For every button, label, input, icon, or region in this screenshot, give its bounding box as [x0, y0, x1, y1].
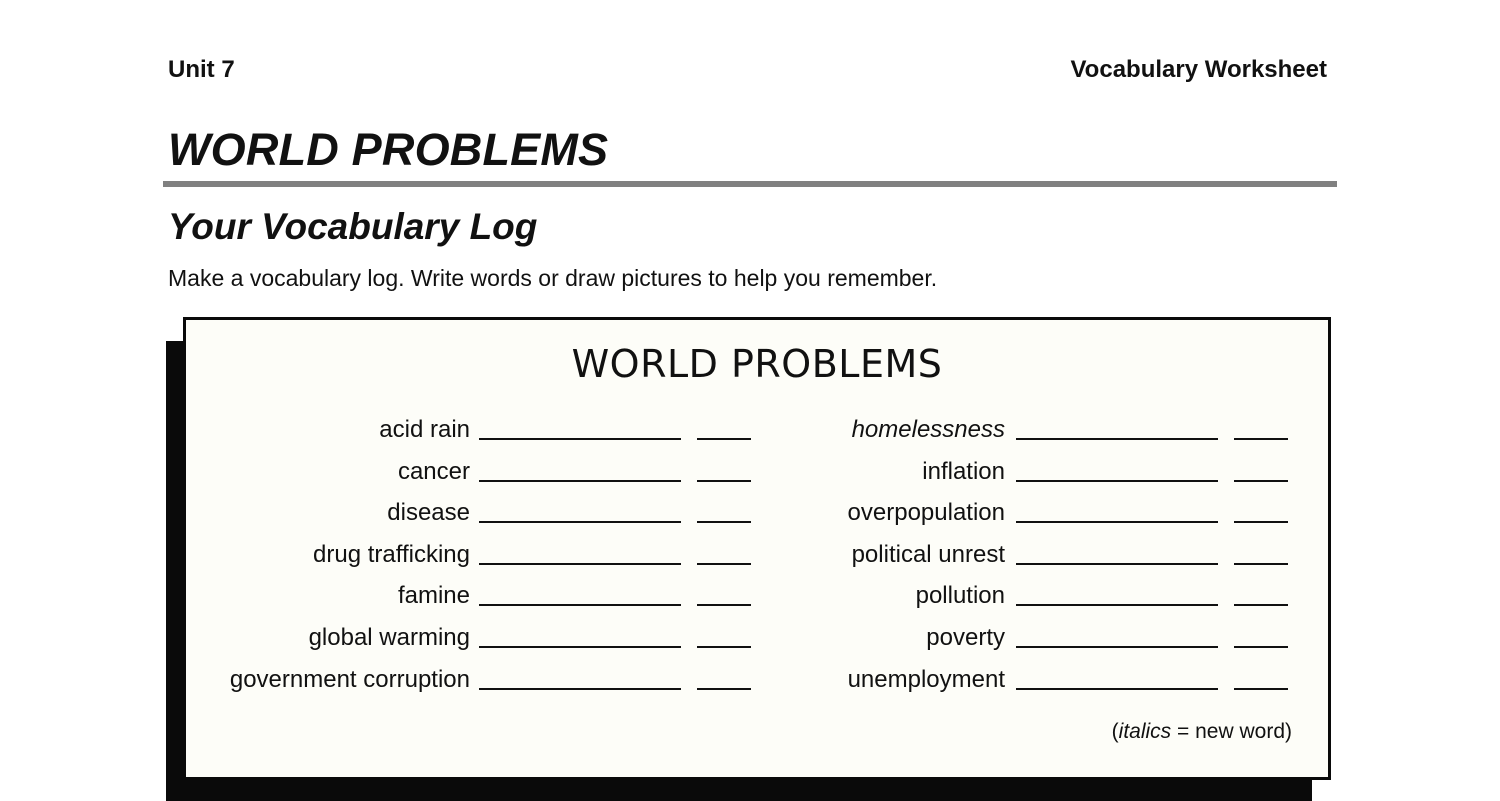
check-blank[interactable]: [697, 604, 751, 606]
page-title: WORLD PROBLEMS: [168, 124, 609, 175]
vocab-word: homelessness: [851, 416, 1005, 443]
check-blank[interactable]: [697, 646, 751, 648]
definition-blank[interactable]: [1016, 563, 1218, 565]
check-blank[interactable]: [1234, 521, 1288, 523]
worksheet-type-label: Vocabulary Worksheet: [1070, 56, 1327, 83]
check-blank[interactable]: [697, 521, 751, 523]
definition-blank[interactable]: [479, 604, 681, 606]
definition-blank[interactable]: [1016, 688, 1218, 690]
vocab-word: pollution: [915, 582, 1005, 610]
check-blank[interactable]: [1234, 604, 1288, 606]
vocab-word: political unrest: [851, 540, 1005, 568]
vocab-word: inflation: [922, 457, 1005, 485]
definition-blank[interactable]: [479, 688, 681, 690]
instruction-text: Make a vocabulary log. Write words or draw pictures to help you remember.: [168, 265, 938, 291]
definition-blank[interactable]: [1016, 646, 1218, 648]
unit-label: Unit 7: [168, 56, 235, 83]
section-title: Your Vocabulary Log: [168, 206, 538, 247]
vocab-word: unemployment: [847, 665, 1005, 693]
definition-blank[interactable]: [1016, 480, 1218, 482]
check-blank[interactable]: [1234, 480, 1288, 482]
check-blank[interactable]: [1234, 688, 1288, 690]
vocab-word: poverty: [926, 624, 1005, 651]
check-blank[interactable]: [1234, 646, 1288, 648]
vocab-word: disease: [387, 499, 470, 527]
vocab-word: famine: [397, 582, 470, 610]
check-blank[interactable]: [697, 563, 751, 565]
vocab-word: overpopulation: [847, 499, 1005, 527]
vocab-word: cancer: [397, 457, 470, 485]
vocab-word: government corruption: [229, 665, 470, 693]
title-rule: [163, 181, 1337, 187]
definition-blank[interactable]: [479, 646, 681, 648]
box-title: WORLD PROBLEMS: [571, 342, 943, 386]
vocab-word: acid rain: [379, 416, 470, 443]
definition-blank[interactable]: [479, 521, 681, 523]
check-blank[interactable]: [1234, 438, 1288, 440]
legend: [1112, 720, 1292, 744]
vocab-word: global warming: [308, 624, 470, 651]
check-blank[interactable]: [697, 688, 751, 690]
check-blank[interactable]: [697, 438, 751, 440]
definition-blank[interactable]: [1016, 604, 1218, 606]
legend-rest: = new word): [1171, 720, 1292, 743]
definition-blank[interactable]: [479, 563, 681, 565]
legend-open: (: [1111, 720, 1119, 743]
definition-blank[interactable]: [1016, 521, 1218, 523]
definition-blank[interactable]: [479, 438, 681, 440]
definition-blank[interactable]: [1016, 438, 1218, 440]
vocabulary-box: [183, 317, 1331, 780]
check-blank[interactable]: [1234, 563, 1288, 565]
definition-blank[interactable]: [479, 480, 681, 482]
legend-italic-word: italics: [1118, 720, 1172, 743]
check-blank[interactable]: [697, 480, 751, 482]
vocab-word: drug trafficking: [313, 540, 470, 568]
